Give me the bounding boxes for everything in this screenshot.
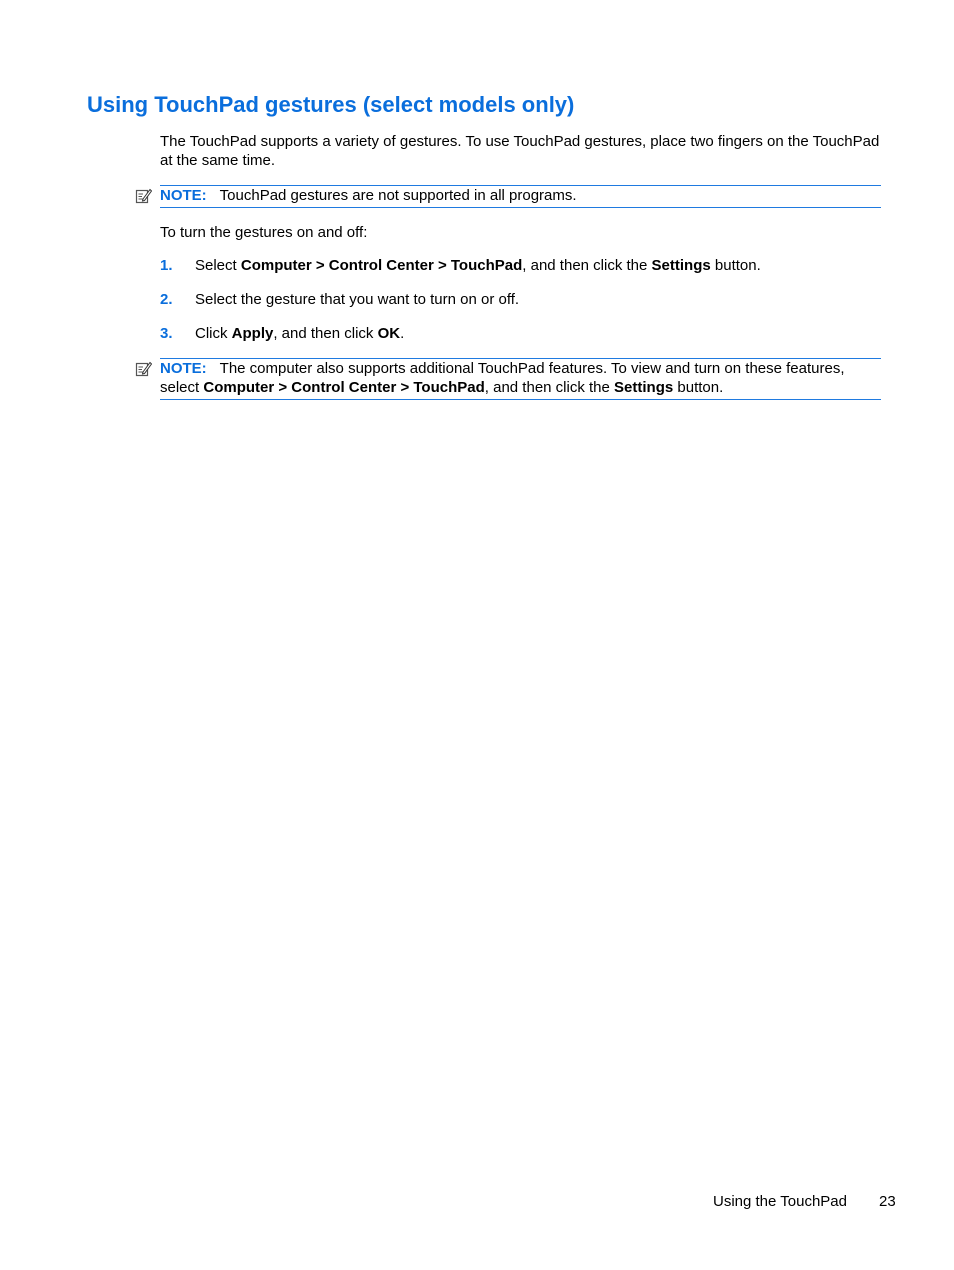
step-text: Click Apply, and then click OK. <box>195 325 405 342</box>
note-pencil-icon <box>135 187 152 204</box>
note-label: NOTE: <box>160 360 207 377</box>
intro-paragraph: The TouchPad supports a variety of gestures. To use TouchPad gestures, place two fingers on the TouchPad at the same time. <box>160 133 880 169</box>
step-text: Select the gesture that you want to turn on or off. <box>195 291 520 308</box>
page-title: Using TouchPad gestures (select models only) <box>87 92 575 117</box>
note-text: The computer also supports additional TouchPad features. To view and turn on these features, select Computer > Control Center > TouchPad, and then click the Settings button. <box>160 360 845 396</box>
note-pencil-icon <box>135 360 152 377</box>
note-box <box>160 358 881 400</box>
note-label: NOTE: <box>160 187 207 204</box>
page-number: 23 <box>879 1193 896 1210</box>
step-number: 1. <box>160 257 173 274</box>
step-text: Select Computer > Control Center > TouchPad, and then click the Settings button. <box>195 257 761 274</box>
step-number: 2. <box>160 291 173 308</box>
note-box <box>160 185 881 208</box>
step-number: 3. <box>160 325 173 342</box>
lead-paragraph: To turn the gestures on and off: <box>160 224 368 241</box>
footer-section-title: Using the TouchPad <box>713 1193 847 1210</box>
note-text: TouchPad gestures are not supported in all programs. <box>219 187 577 204</box>
